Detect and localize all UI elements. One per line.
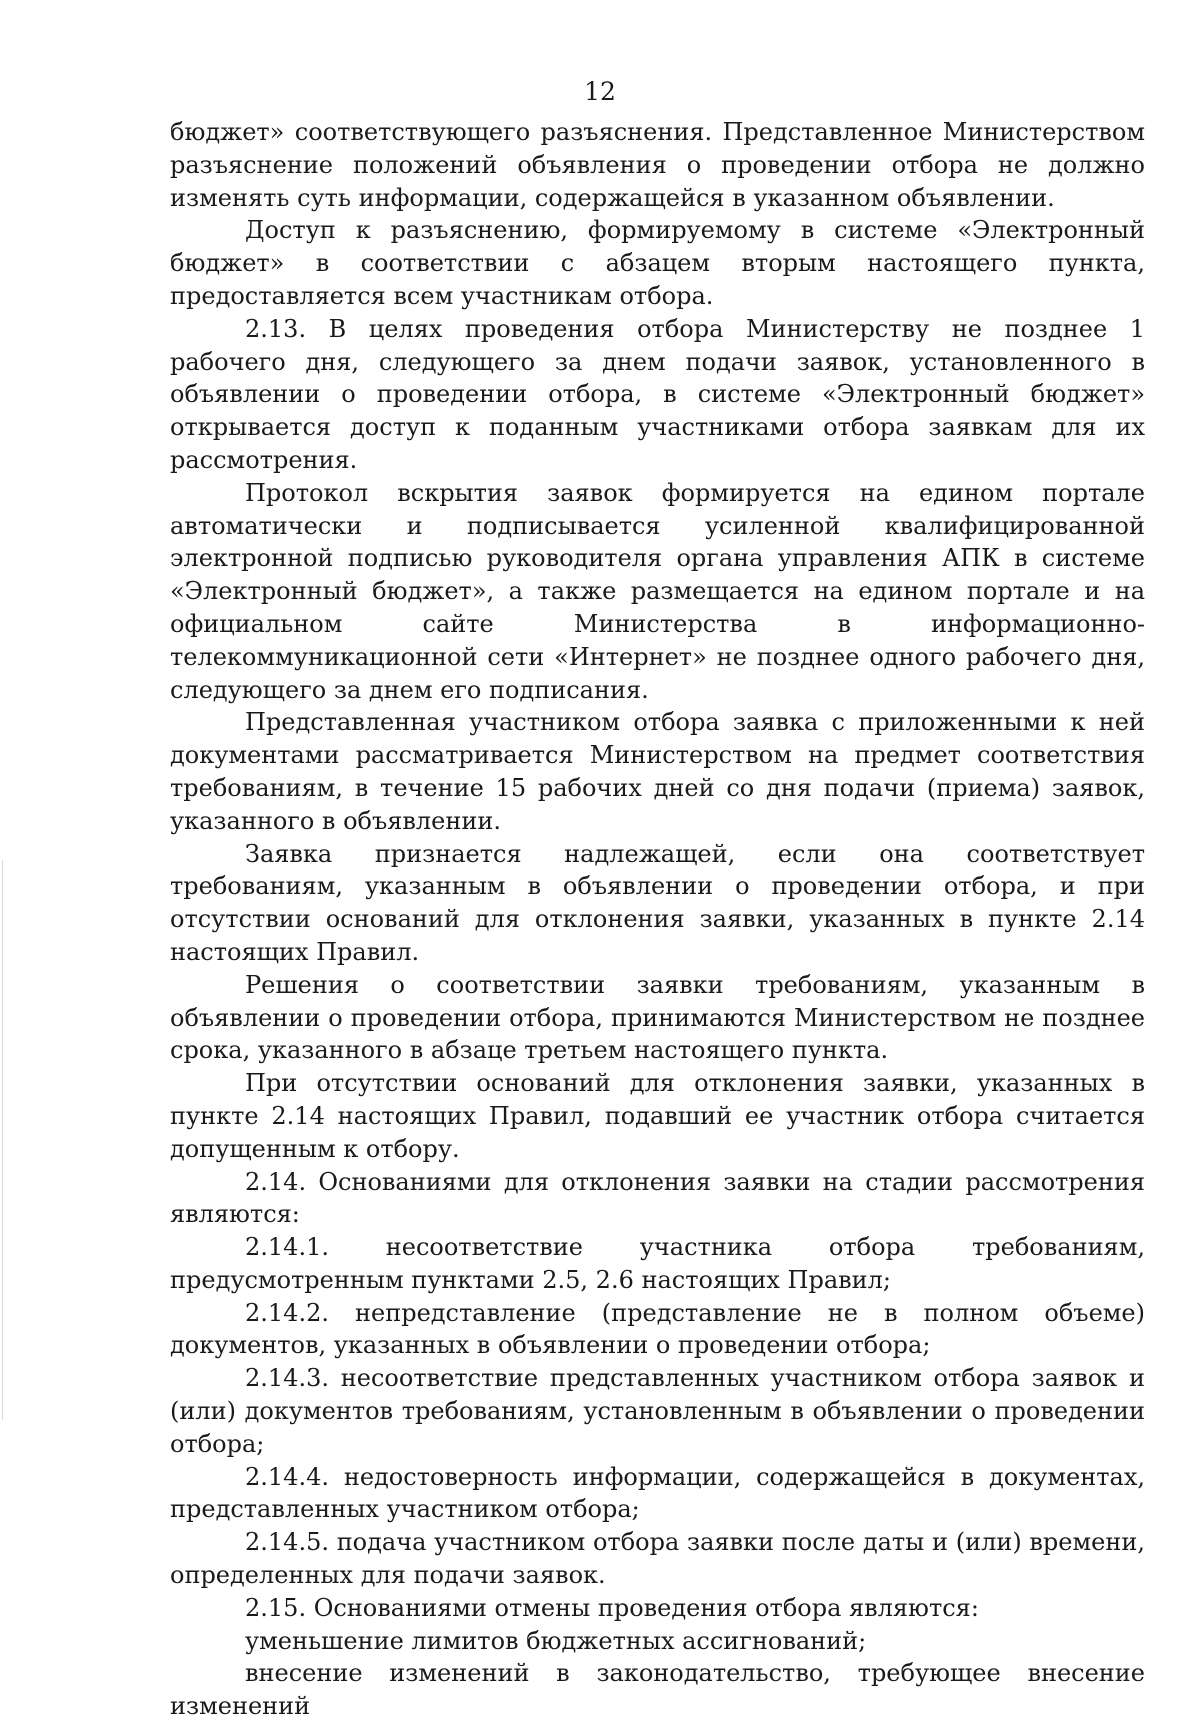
paragraph-2-14-1: 2.14.1. несоответствие участника отбора требованиям, предусмотренным пунктами 2.5, 2.6 настоящих Правил; bbox=[170, 1233, 1145, 1294]
paragraph-application-review: Представленная участником отбора заявка с приложенными к ней документами рассматривается Министерством на предмет соответствия требованиям, в течение 15 рабочих дней со дня подачи (приема) заявок, указанного в объявлении. bbox=[170, 708, 1145, 835]
paragraph-continuation: бюджет» соответствующего разъяснения. Представленное Министерством разъяснение положений объявления о проведении отбора не должно изменять суть информации, содержащейся в указанном объявлении. bbox=[170, 118, 1145, 212]
paragraph-opening-protocol: Протокол вскрытия заявок формируется на едином портале автоматически и подписывается усиленной квалифицированной электронной подписью руководителя органа управления АПК в системе «Электронный бюджет», а также размещается на едином портале и на официальном сайте Министерства в информационно-телекоммуникационной сети «Интернет» не позднее одного рабочего дня, следующего за днем его подписания. bbox=[170, 478, 1145, 704]
paragraph-2-13: 2.13. В целях проведения отбора Министерству не позднее 1 рабочего дня, следующего за днем подачи заявок, установленного в объявлении о проведении отбора, в системе «Электронный бюджет» открывается доступ к поданным участниками отбора заявкам для их рассмотрения. bbox=[170, 314, 1145, 474]
paragraph-2-14-5: 2.14.5. подача участником отбора заявки после даты и (или) времени, определенных для подачи заявок. bbox=[170, 1528, 1145, 1590]
scan-margin-line bbox=[2, 860, 3, 1420]
paragraph-application-proper: Заявка признается надлежащей, если она соответствует требованиям, указанным в объявлении о проведении отбора, и при отсутствии оснований для отклонения заявки, указанных в пункте 2.14 настоящих Правил. bbox=[170, 839, 1145, 966]
paragraph-2-14-4: 2.14.4. недостоверность информации, содержащейся в документах, представленных участником отбора; bbox=[170, 1462, 1145, 1524]
paragraph-2-15: 2.15. Основаниями отмены проведения отбора являются: bbox=[245, 1593, 979, 1622]
paragraph-clarification-access: Доступ к разъяснению, формируемому в системе «Электронный бюджет» в соответствии с абзацем вторым настоящего пункта, предоставляется всем участникам отбора. bbox=[170, 216, 1145, 310]
paragraph-limits-reduction: уменьшение лимитов бюджетных ассигнований; bbox=[245, 1626, 867, 1655]
document-body bbox=[170, 116, 1145, 1723]
paragraph-admission: При отсутствии оснований для отклонения заявки, указанных в пункте 2.14 настоящих Правил, подавший ее участник отбора считается допущенным к отбору. bbox=[170, 1069, 1145, 1163]
paragraph-2-14: 2.14. Основаниями для отклонения заявки на стадии рассмотрения являются: bbox=[170, 1167, 1145, 1229]
paragraph-2-14-3: 2.14.3. несоответствие представленных участником отбора заявок и (или) документов требованиям, установленным в объявлении о проведении отбора; bbox=[170, 1364, 1145, 1458]
paragraph-legislation-changes: внесение изменений в законодательство, требующее внесение изменений bbox=[170, 1659, 1145, 1721]
page-number: 12 bbox=[584, 77, 616, 106]
paragraph-2-14-2: 2.14.2. непредставление (представление не в полном объеме) документов, указанных в объявлении о проведении отбора; bbox=[170, 1298, 1145, 1360]
paragraph-decisions: Решения о соответствии заявки требованиям, указанным в объявлении о проведении отбора, принимаются Министерством не позднее срока, указанного в абзаце третьем настоящего пункта. bbox=[170, 970, 1145, 1065]
